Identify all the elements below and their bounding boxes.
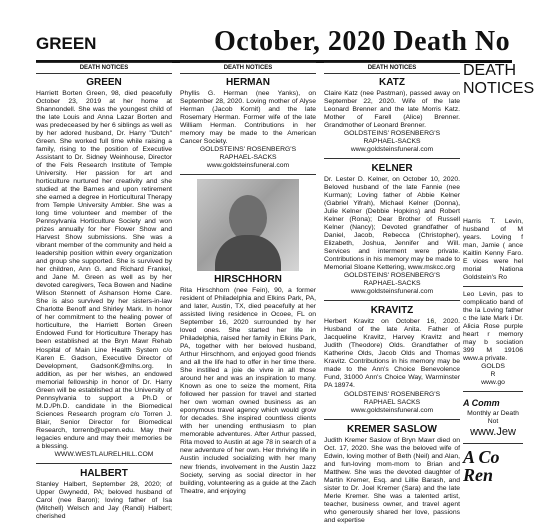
obituary-name-green: GREEN [86, 77, 122, 88]
funeral-home-name-2: RAPHAEL SACKS [363, 398, 421, 406]
divider [463, 391, 523, 392]
funeral-home-name-2: RAPHAEL-SACKS [219, 154, 277, 162]
funeral-home-name: GOLDSTEINS' ROSENBERG'S [199, 146, 297, 154]
column-4 [463, 62, 534, 512]
promo-title: A Co [463, 447, 500, 468]
divider [36, 463, 172, 464]
obituary-name-katz: KATZ [379, 77, 405, 88]
obituary-text-kremer-saslow: Judith Kremer Saslow of Bryn Mawr died on Oct. 17, 2020. She was the beloved wife of Edwin, loving mother of Beth (Neil) and Alan, and fun-loving mom-mom to Brian and Matthew. She was the devoted daughter of Martin Kremer, Esq. and Lillie Barash, and sister to Dr. Joel Kremer (Sara) and the late Merle Kremer. She was a talented artist, teacher, business owner, and travel agent who generously shared her love, passions and expertise [324, 436, 460, 524]
divider [324, 158, 460, 159]
obituary-name-kremer-saslow: KREMER SASLOW [347, 423, 437, 435]
funeral-home-link[interactable]: WWW.WESTLAURELHILL.COM [54, 450, 154, 458]
obituary-text-kelner: Dr. Lester D. Kelner, on October 10, 2020. Beloved husband of the late Fannie (nee Kurman); Loving father of Abbie Kelner (Gabriel Yifrah), Michael Kelner (Donna), Julie Kelner (Debbie Hopkins) and Robert Kelner (Rona); Dear Brother of Russell Kelner (Nancy); Devoted grandfather of Daniel, Jacob, Rebecca (Christopher), Elizabeth, Joshua, Jennifer and Will. Services and interment were private. Contributions in his memory may be made to Memorial Sloane Kettering, www.mskcc.org [324, 176, 460, 272]
divider [463, 286, 523, 287]
column-label: DEATH NOTICES [180, 62, 316, 74]
obituary-name-kelner: KELNER [371, 163, 413, 175]
obituary-text-hirschhorn: Rita Hirschhorn (nee Fein), 90, a former resident of Philadelphia and Elkins Park, PA, and later, Austin, TX, died peacefully at her assisted living residence in Ocoee, FL on September 16, 2020 surrounded by her loved ones. She started her life in Philadelphia, raised her family in Elkins Park, PA, together with her beloved husband, Arthur Hirschhorn, and enjoyed good friends and all the life had to offer in her time there. She instilled a joie de vivre in all those around her and was an inspiration to many. Known as one to seize the moment, Rita followed her passion for travel and started her own woman owned business as an eponymous travel agency which would grow for decades. She inspired countless clients with her unending enthusiasm to plan memorable adventures. After Arthur passed, Rita moved to Austin at age 78 in search of a new adventure of her own. Her thriving life in Austin included socializing with her many new friends, involvement in the Austin Jazz Society, serving as social director in her building, volunteering as a guide at the Zach Theatre, and enjoying [180, 287, 316, 495]
promo-heading: A Comm [463, 398, 500, 409]
obituary-name-kravitz: KRAVITZ [370, 305, 414, 317]
obituary-name-herman: HERMAN [226, 77, 270, 88]
obituary-text-levin: Harris T. Levin, husband of M years. Loving f man, Jamie ( ance Kaitlin Kenny Faro. E vices were hel morial Nationa Goldstein's Ro [463, 218, 523, 282]
obituary-name-hirschhorn: HIRSCHHORN [214, 274, 282, 286]
funeral-home-name-2: RAPHAEL-SACKS [363, 280, 421, 288]
obituary-text-kravitz: Herbert Kravitz on October 16, 2020. Husband of the late Anita. Father of Jacqueline Kravitz, Harvey Kravitz and Judith (Theodore) Olds. Grandfather of Katherine Olds, Jacob Olds and Thomas Kravitz. Contributions in his memory may be made to the Ann's Choice Benevolence Fund, 31000 Ann's Choice Way, Warminster PA 18974. [324, 318, 460, 390]
column-label: DEATH NOTICES [463, 62, 534, 97]
divider [324, 300, 460, 301]
funeral-home-name-2: R [490, 371, 496, 379]
obituary-text-leo-levin: Leo Levin, pas to complicatio band of the la Loving father c the late Mark i Dr. Alicia Rose purple heart r memory may b sociation 399 M 19106 www.a private. [463, 291, 523, 363]
obituary-text-herman: Phyllis G. Herman (nee Yanks), on September 28, 2020. Loving mother of Alyse Herman (Jacob Kornit) and the late Rosemary Herman. Former wife of the late William Herman. Contributions in her memory may be made to the American Cancer Society. [180, 90, 316, 146]
funeral-home-name: GOLDSTEINS' ROSENBERG'S [343, 130, 441, 138]
obituary-name-halbert: HALBERT [80, 467, 128, 479]
page-title: October, 2020 Death No [214, 26, 511, 57]
portrait-shoulders [215, 235, 281, 271]
funeral-home-name-2: RAPHAEL-SACKS [363, 138, 421, 146]
obituary-text-halbert: Stanley Halbert, September 28, 2020; of Upper Gwynedd, PA; beloved husband of Carol (nee Baron); loving father of Isa (Mitchell) Welsch and Jay (Randi) Halbert; cherished [36, 480, 172, 520]
promo-title-2: Ren [463, 465, 494, 486]
divider [180, 174, 316, 175]
column-2 [180, 62, 316, 512]
column-1 [36, 62, 173, 520]
funeral-home-name: GOLDS [481, 363, 505, 371]
funeral-home-link[interactable]: www.go [481, 379, 505, 387]
column-3 [324, 62, 460, 524]
portrait-photo [197, 179, 299, 271]
funeral-home-name: GOLDSTEINS' ROSENBERG'S [343, 390, 441, 398]
promo-link[interactable]: www.Jew [470, 426, 516, 439]
column-label: DEATH NOTICES [36, 62, 172, 74]
divider [324, 419, 460, 420]
divider [463, 443, 523, 444]
funeral-home-link[interactable]: www.goldsteinsfuneral.com [350, 146, 434, 154]
promo-text: Monthly ar Death Not [467, 410, 519, 426]
funeral-home-link[interactable]: www.goldsteinsfuneral.com [350, 288, 434, 296]
funeral-home-name: GOLDSTEINS' ROSENBERG'S [343, 272, 441, 280]
funeral-home-link[interactable]: www.goldsteinsfuneral.com [350, 406, 434, 414]
column-label: DEATH NOTICES [324, 62, 460, 74]
obituary-text-green: Harriett Borten Green, 98, died peacefully October 23, 2019 at her home at Shannondell. She was the youngest child of the late Louis and Anna Lazar Borten and was predeceased by her 6 siblings as well as by her adored husband, Dr. Harry "Dutch" Green. She worked full time while raising a family, rising to the position of Executive Assistant to Dr. Sidney Weinhouse, Director of the Fels Research Institute of Temple University. Her passion for art and horticulture nurtured her creativity and she studied at the Barnes and upon retirement she earned a degree in Horticultural Therapy from Temple University Ambler. She was a long time volunteer and member of the Pennsylvania Horticulture Society and won prizes annually for her Flower Show and Harvest Show submissions. She was a vibrant member of the community and held a leadership position within every organization and group she supported. She is survived by her children, Ann G. and Richard Frankel, and Jane M. Green as well as by her devoted caregivers, Teca Bowen and Nadine Wilson Stennett of Ashanson Home Care. She is also survived by her sisters-in-law Charlotte Benoff and Shirley Mark. In honor of her commitment to the healing power of horticulture, the Harriett Borten Green Endowed Fund for Horticulture Therapy has been established at the Bryn Mawr Rehab Hospital of Main Line Health System c/o Karen E. Gadson, Executive Director of Development, GadsonK@mlhs.org. In addition, as per her wishes, an endowed memorial fellowship in honor of Dr. Harry Green will be established at the University of Pennsylvania to support a Ph.D or M.D./Ph.D. candidate in the Biomedical Sciences Research program c/o Torren J. Blair, Senior Director for Biomedical Research, torrenb@upenn.edu. May their legacies endure and may their memories be a blessing. [36, 90, 173, 450]
section-title: GREEN [36, 34, 97, 53]
obituary-text-katz: Claire Katz (nee Pastman), passed away on September 22, 2020. Wife of the late Leonard Brenner and the late Morris Katz. Mother of Farell (Alice) Brenner. Grandmother of Leonard Brenner. [324, 90, 460, 130]
funeral-home-link[interactable]: www.goldsteinsfuneral.com [206, 162, 290, 170]
